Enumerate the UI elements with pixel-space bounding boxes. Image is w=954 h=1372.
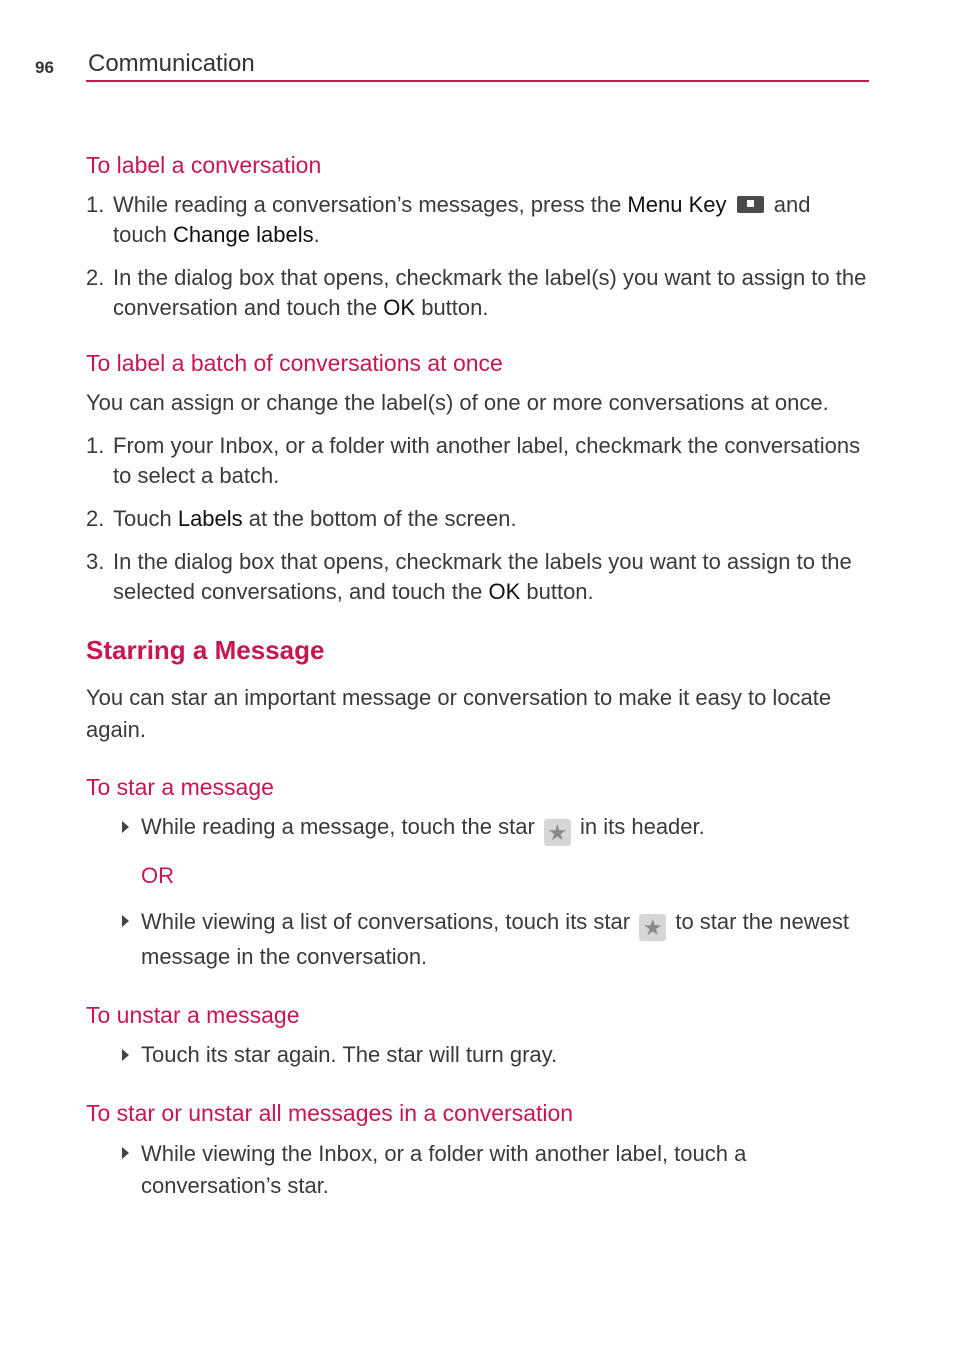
step-text: In the dialog box that opens, checkmark the label(s) you want to assign to the conversation and touch the: [113, 265, 867, 320]
step-text: While reading a conversation’s messages, press the: [113, 192, 628, 217]
steps-label-conversation: [86, 190, 870, 323]
step-text: button.: [520, 579, 594, 604]
heading-star-message: To star a message: [86, 774, 274, 800]
heading-star-all: To star or unstar all messages in a conversation: [86, 1100, 574, 1126]
bullet-text: Touch its star again. The star will turn gray.: [141, 1042, 558, 1067]
bullet-text: to star the newest message in the conversation.: [141, 909, 849, 969]
list-item: [86, 812, 870, 846]
bullet-arrow-icon: [122, 915, 129, 927]
steps-label-batch: [86, 431, 870, 607]
bullet-text: in its header.: [573, 814, 705, 839]
page-header: [0, 0, 954, 90]
labels-label: Labels: [177, 506, 243, 531]
bullet-text: While viewing the Inbox, or a folder with another label, touch a conversation’s star.: [141, 1141, 747, 1198]
header-rule: [86, 80, 869, 82]
section-title: Communication: [88, 50, 255, 77]
step-text: In the dialog box that opens, checkmark the labels you want to assign to the selected conversations, and touch the: [113, 549, 852, 604]
step-text: Touch: [113, 506, 178, 531]
step-number: 1.: [86, 192, 105, 217]
step-text: and touch: [113, 192, 811, 247]
list-item: [86, 1138, 870, 1202]
step-text: at the bottom of the screen.: [242, 506, 517, 531]
change-labels-label: Change labels: [172, 222, 314, 247]
bullet-arrow-icon: [122, 1049, 129, 1061]
page-content: [86, 150, 870, 1202]
star-icon: ★: [639, 914, 666, 941]
ok-label: OK: [488, 579, 521, 604]
step-text: .: [313, 222, 320, 247]
ok-label: OK: [383, 295, 416, 320]
menu-key-label: Menu Key: [627, 192, 727, 217]
list-item: [86, 263, 870, 323]
step-text: button.: [415, 295, 489, 320]
list-item: [86, 906, 870, 973]
heading-label-batch: To label a batch of conversations at once: [86, 350, 503, 376]
list-item: [86, 190, 870, 250]
list-item: [86, 1040, 870, 1070]
step-number: 2.: [86, 265, 105, 290]
bullet-text: While viewing a list of conversations, touch its star: [141, 909, 637, 934]
star-icon: ★: [544, 819, 571, 846]
heading-starring-message: Starring a Message: [86, 635, 325, 665]
label-batch-intro: You can assign or change the label(s) of one or more conversations at once.: [86, 390, 829, 415]
bullet-text: While reading a message, touch the star: [141, 814, 541, 839]
starring-intro: You can star an important message or conversation to make it easy to locate again.: [86, 685, 832, 742]
bullet-arrow-icon: [122, 1147, 129, 1159]
list-item: [86, 504, 870, 534]
step-number: 3.: [86, 549, 105, 574]
heading-unstar-message: To unstar a message: [86, 1002, 300, 1028]
step-number: 1.: [86, 433, 105, 458]
menu-key-icon: [737, 196, 764, 213]
bullet-arrow-icon: [122, 821, 129, 833]
or-separator: OR: [141, 863, 174, 888]
list-item: [86, 547, 870, 607]
list-item: [86, 431, 870, 491]
page-number: 96: [35, 58, 54, 77]
step-text: From your Inbox, or a folder with another label, checkmark the conversations to select a batch.: [113, 433, 861, 488]
step-number: 2.: [86, 506, 105, 531]
heading-label-conversation: To label a conversation: [86, 152, 322, 178]
